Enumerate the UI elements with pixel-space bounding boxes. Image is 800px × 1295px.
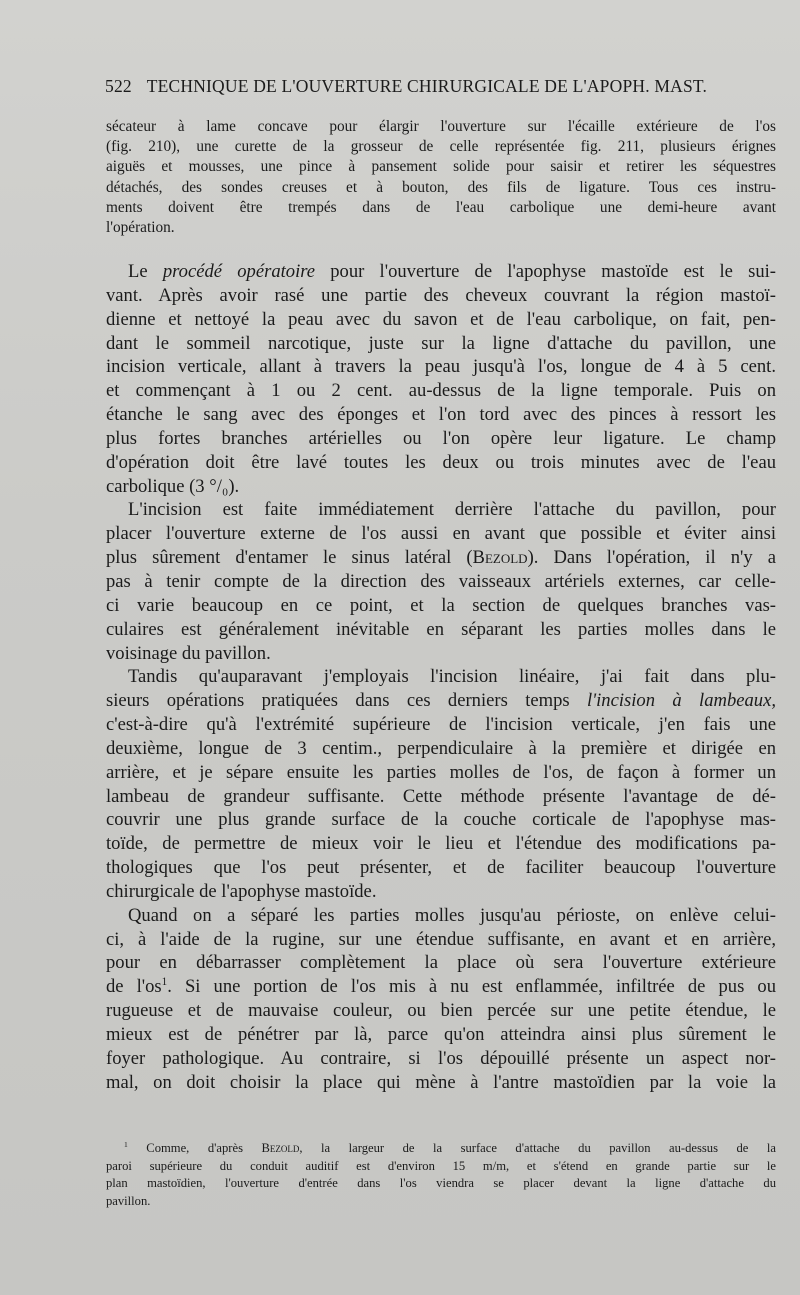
text-line: incision verticale, allant à travers la peau jusqu'à l'os, longue de 4 à 5 cent. [106,356,776,378]
text-line: pour en débarrasser complètement la place où sera l'ouverture extérieure [106,952,776,974]
text-line: d'opération doit être lavé toutes les deux ou trois minutes avec de l'eau [106,451,776,473]
text-line [106,689,776,713]
page-number: 522 [105,76,132,96]
text-line: voisinage du pavillon. [106,642,271,664]
text-line: dienne et nettoyé la peau avec du savon et de l'eau carbolique, on fait, pen- [106,308,776,330]
paragraph-1-first-line [106,260,776,284]
footnote-line: plan mastoïdien, l'ouverture d'entrée dans l'os viendra se placer devant la ligne d'attache du [106,1176,776,1191]
text-run: , la largeur de la surface d'attache du pavillon au-dessus de la [299,1141,776,1155]
running-header [105,76,745,97]
text-line: couvrir une plus grande surface de la couche corticale de l'apophyse mas- [106,809,776,831]
emphasis-incision-a-lambeaux: l'incision à lambeaux, [586,690,776,712]
text-line: lambeau de grandeur suffisante. Cette méthode présente l'avantage de dé- [106,785,776,807]
text-line [106,975,776,999]
footnote-marker: 1 [124,1139,128,1149]
text-line: foyer pathologique. Au contraire, si l'os dépouillé présente un aspect nor- [106,1047,776,1069]
text-line: culaires est généralement inévitable en séparant les parties molles dans le [106,618,776,640]
text-run: . Si une portion de l'os mis à nu est enflammée, infiltrée de pus ou [167,976,776,998]
text-line: dant le sommeil narcotique, juste sur la ligne d'attache du pavillon, une [106,332,776,354]
running-title: TECHNIQUE DE L'OUVERTURE CHIRURGICALE DE L'APOPH. MAST. [146,76,708,96]
text-line: vant. Après avoir rasé une partie des cheveux couvrant la région mastoï- [106,284,776,306]
text-run: de l'os [106,976,162,998]
footnote-line: pavillon. [106,1194,151,1209]
text-run: ). Dans l'opération, il n'y a [527,547,776,569]
text-line: étanche le sang avec des éponges et l'on tord avec des pinces à ressort les [106,404,776,426]
text-line: c'est-à-dire qu'à l'extrémité supérieure de l'incision verticale, j'en fais une [106,714,776,736]
text-line: chirurgicale de l'apophyse mastoïde. [106,880,377,902]
text-line: détachés, des sondes creuses et à bouton, des fils de ligature. Tous ces instru- [106,178,776,196]
text-line: arrière, et je sépare ensuite les parties molles de l'os, de façon à former un [106,761,776,783]
paragraph-3-first-line: Tandis qu'auparavant j'employais l'incision linéaire, j'ai fait dans plu- [128,666,776,688]
footnote [106,1140,776,1211]
text-run: plus sûrement d'entamer le sinus latéral ( [106,547,473,569]
text-line: l'opération. [106,219,175,237]
text-line: pas à tenir compte de la direction des vaisseaux artériels externes, car celle- [106,570,776,592]
text-line: plus fortes branches artérielles ou l'on opère leur ligature. Le champ [106,427,776,449]
paragraph-2-first-line: L'incision est faite immédiatement derrière l'attache du pavillon, pour [128,499,776,521]
text-run: pour l'ouverture de l'apophyse mastoïde est le sui- [315,261,776,282]
main-text [106,260,776,1095]
footnote-reference: 1 [161,976,168,989]
emphasis-procede-operatoire: procédé opératoire [162,261,316,282]
text-line: ci, à l'aide de la rugine, sur une étendue suffisante, en avant et en arrière, [106,928,776,950]
text-line: et commençant à 1 ou 2 cent. au-dessus de la ligne temporale. Puis on [106,380,776,402]
paragraph-4-first-line: Quand on a séparé les parties molles jusqu'au périoste, on enlève celui- [128,904,776,926]
author-name-bezold: Bezold [472,547,528,569]
text-line: thologiques que l'os peut présenter, et de faciliter beaucoup l'ouverture [106,857,776,879]
text-run: sieurs opérations pratiquées dans ces derniers temps [106,690,587,712]
text-run: Comme, d'après [146,1141,262,1155]
text-line: mal, on doit choisir la place qui mène à l'antre mastoïdien par la voie la [106,1071,776,1093]
text-line: (fig. 210), une curette de la grosseur de celle représentée fig. 211, plusieurs érignes [106,138,776,156]
intro-paragraph [106,117,776,238]
text-line: sécateur à lame concave pour élargir l'ouverture sur l'écaille extérieure de l'os [106,118,776,135]
text-run: Le [128,261,163,282]
text-line: mieux est de pénétrer par là, parce qu'on atteindra ainsi plus sûrement le [106,1024,776,1045]
footnote-line: paroi supérieure du conduit auditif est d'environ 15 m/m, et s'étend en grande partie sur le [106,1158,776,1173]
footnote-line [106,1140,776,1158]
text-line: placer l'ouverture externe de l'os aussi en avant que possible et éviter ainsi [106,523,776,545]
text-line: aiguës et mousses, une pince à pansement solide pour saisir et retirer les séquestres [106,158,776,176]
text-line: toïde, de permettre de mieux voir le lieu et l'étendue des modifications pa- [106,833,776,855]
author-name-bezold: Bezold [261,1141,300,1155]
text-line [106,546,776,570]
text-line: rugueuse et de mauvaise couleur, ou bien percée sur une petite étendue, le [106,1000,776,1022]
text-line: deuxième, longue de 3 centim., perpendiculaire à la première et dirigée en [106,737,776,759]
text-line: ci varie beaucoup en ce point, et la section de quelques branches vas- [106,594,776,616]
text-line: ments doivent être trempés dans de l'eau carbolique une demi-heure avant [106,198,776,216]
text-line: carbolique (3 °/₀). [106,475,240,497]
